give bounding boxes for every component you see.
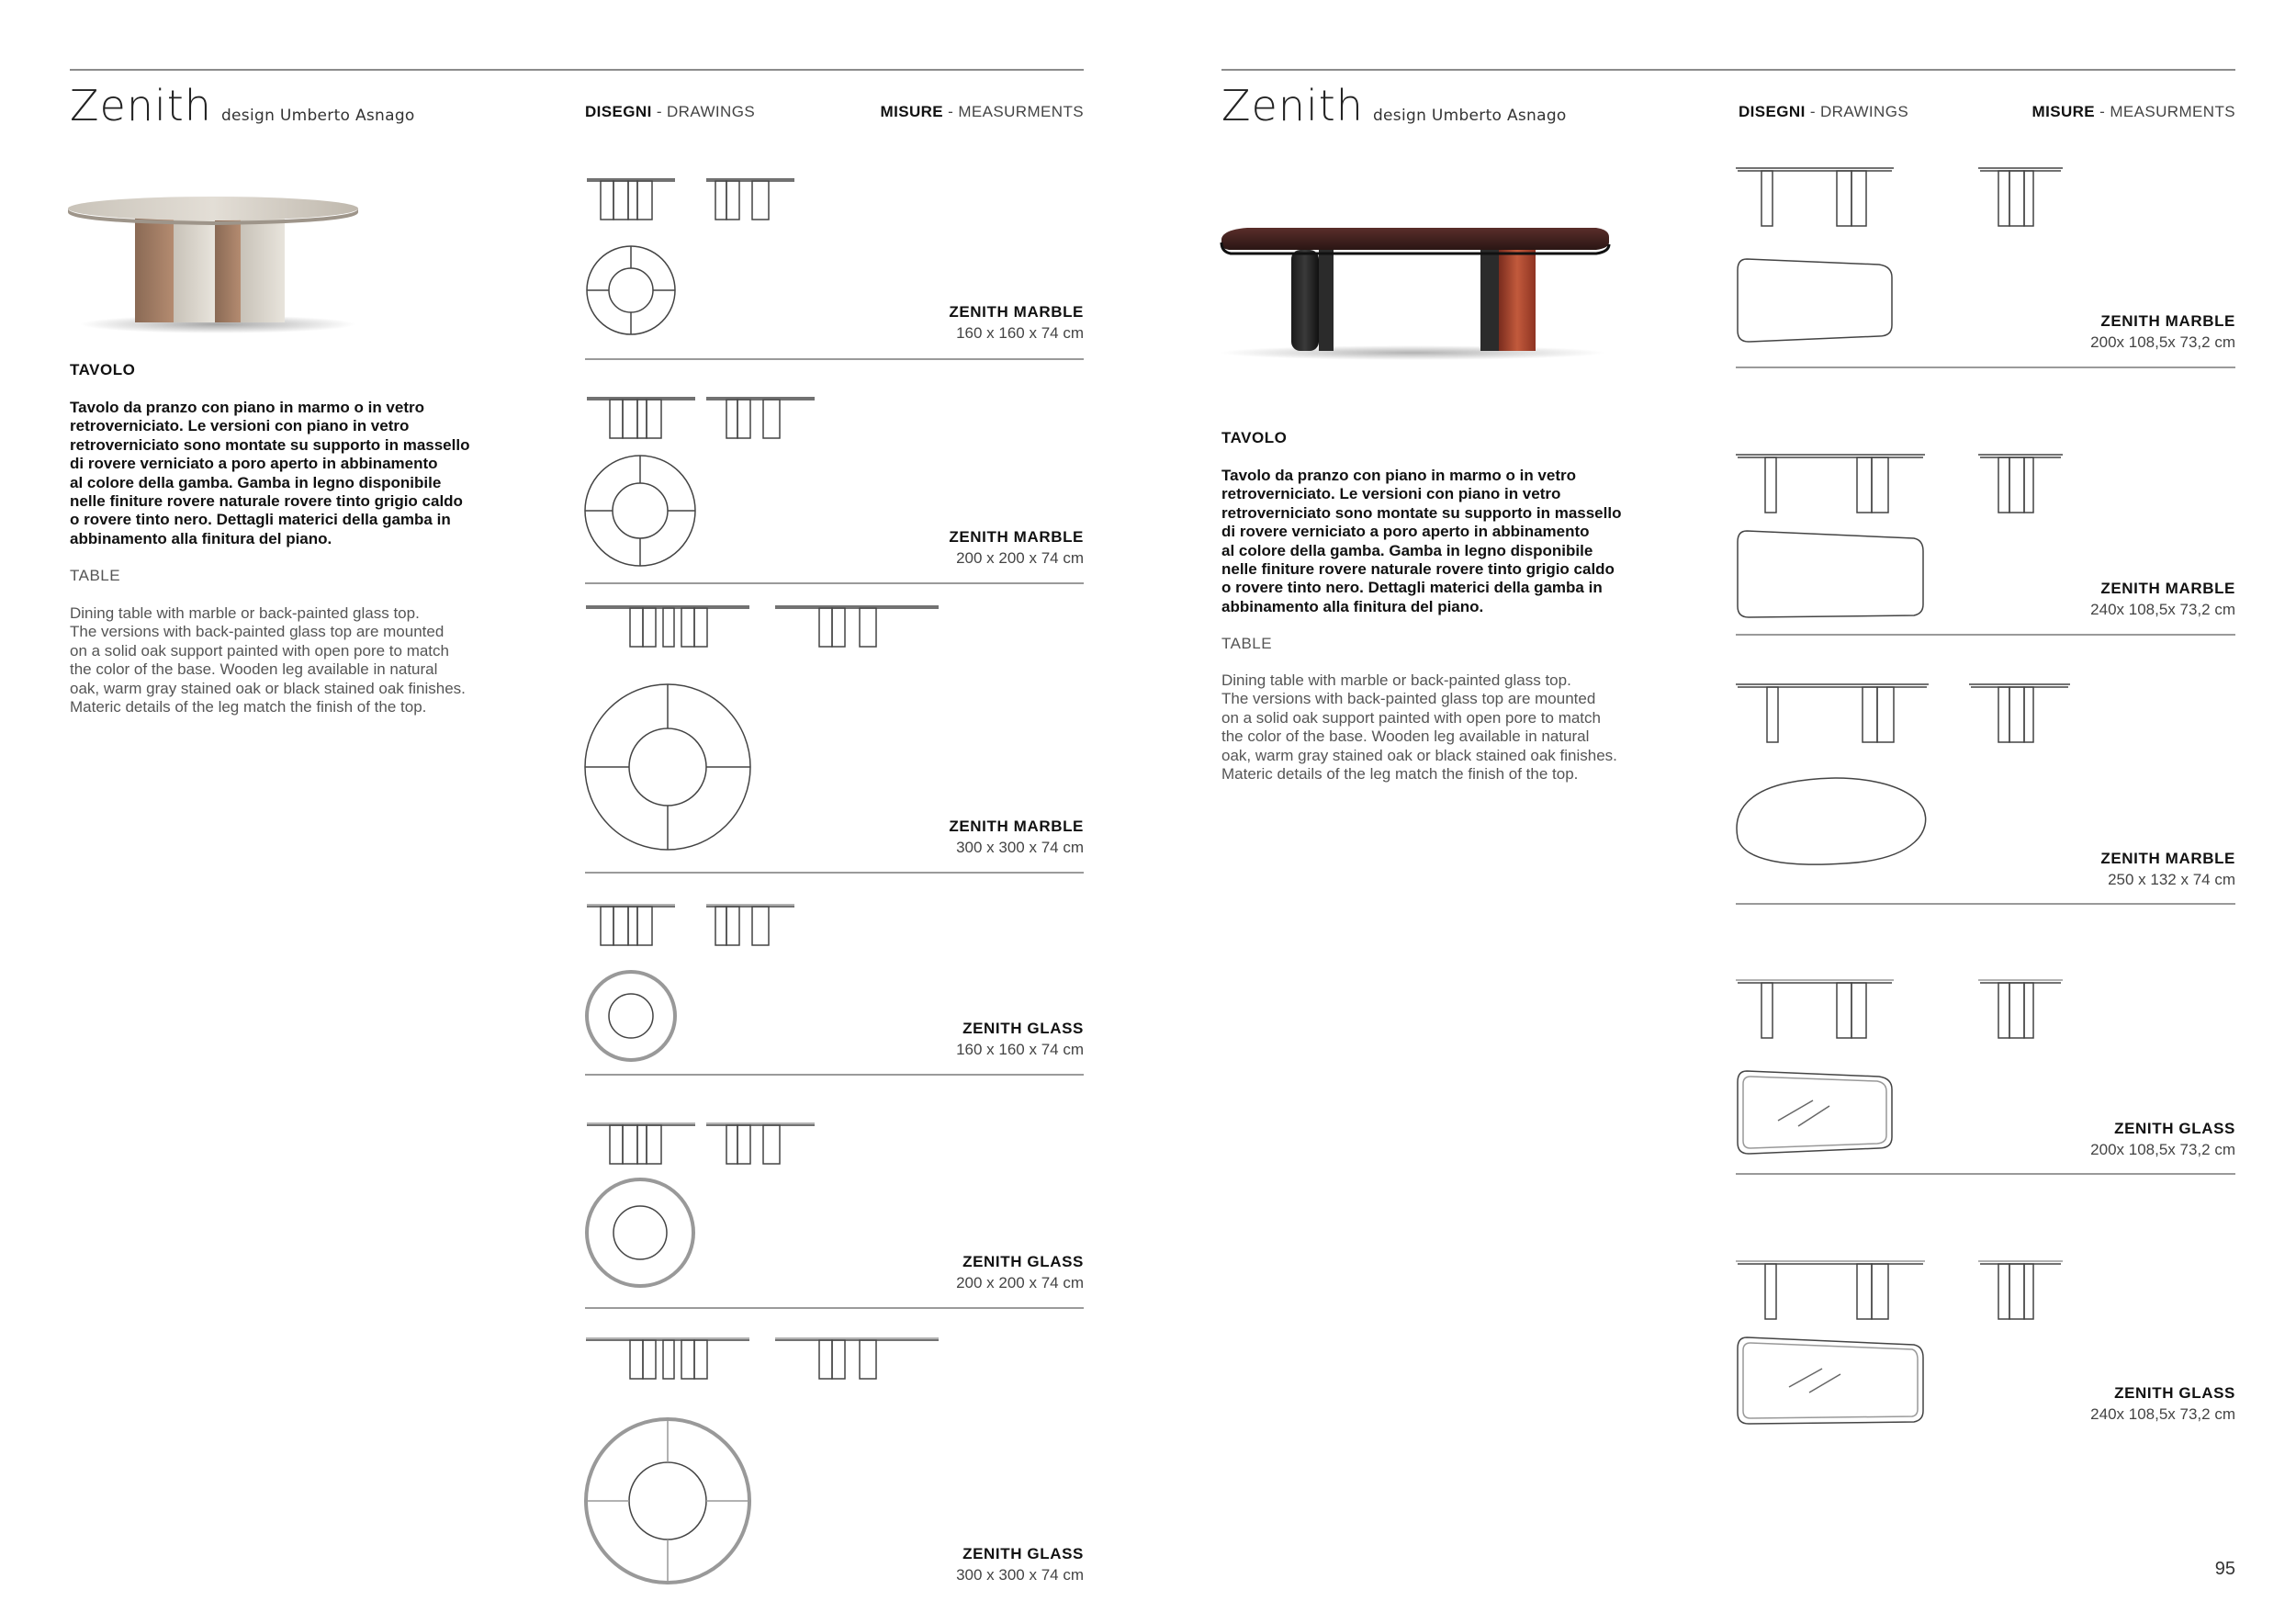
- right-description-en: Dining table with marble or back-painted glass top. The versions with back-painted glass top are mounted on a solid oak support painted with open pore to match the color of the base. Wooden leg available in natural oak, warm gray stained oak or black stained oak finishes. Materic details of the leg match the finish of the top.: [1221, 671, 1617, 784]
- left-top-rule: [70, 69, 1084, 71]
- right-top-rule: [1221, 69, 2235, 71]
- drawing-round-200-glass: [585, 1119, 824, 1303]
- right-description-it: Tavolo da pranzo con piano in marmo o in vetro retroverniciato. Le versioni con piano in vetro retroverniciato sono montate su supporto in massello di rovere verniciato a poro aperto in abbinamento al colore della gamba. Gamba in legno disponibile nelle finiture rovere naturale rovere tinto grigio caldo o rovere tinto nero. Dettagli materici della gamba in abbinamento alla finitura del piano.: [1221, 467, 1622, 615]
- left-divider-2: [585, 582, 1084, 584]
- left-section-en: TABLE: [70, 567, 121, 584]
- right-divider-1: [1736, 367, 2235, 368]
- drawing-round-200-marble: [585, 393, 824, 577]
- right-divider-4: [1736, 1173, 2235, 1175]
- right-product-label-2: ZENITH MARBLE 240x 108,5x 73,2 cm: [2090, 580, 2235, 618]
- right-designer: design Umberto Asnago: [1372, 107, 1567, 125]
- left-section-it: TAVOLO: [70, 361, 136, 378]
- right-product-label-3: ZENITH MARBLE 250 x 132 x 74 cm: [2100, 850, 2235, 888]
- right-divider-3: [1736, 903, 2235, 905]
- left-divider-5: [585, 1307, 1084, 1309]
- right-product-label-4: ZENITH GLASS 200x 108,5x 73,2 cm: [2090, 1120, 2235, 1158]
- right-product-label-1: ZENITH MARBLE 200x 108,5x 73,2 cm: [2090, 312, 2235, 351]
- drawing-organic-250-marble: [1734, 680, 2101, 891]
- left-divider-4: [585, 1074, 1084, 1076]
- rectangular-table-photo: [1210, 217, 1615, 364]
- right-section-en: TABLE: [1221, 635, 1273, 652]
- left-product-label-5: ZENITH GLASS 200 x 200 x 74 cm: [956, 1253, 1084, 1291]
- left-product-label-3: ZENITH MARBLE 300 x 300 x 74 cm: [949, 818, 1084, 856]
- drawing-rect-200-glass: [1734, 976, 2101, 1159]
- right-title-text: Zenith: [1221, 81, 1364, 130]
- drawing-round-160-marble: [585, 175, 805, 340]
- left-measures-heading: MISURE - MEASURMENTS: [880, 103, 1084, 120]
- left-product-label-6: ZENITH GLASS 300 x 300 x 74 cm: [956, 1545, 1084, 1584]
- left-divider-1: [585, 358, 1084, 360]
- left-divider-3: [585, 872, 1084, 874]
- left-title-text: Zenith: [70, 81, 212, 130]
- round-table-photo: [66, 188, 369, 335]
- right-page-title: [1221, 81, 1567, 130]
- left-designer: design Umberto Asnago: [220, 107, 415, 125]
- left-product-label-2: ZENITH MARBLE 200 x 200 x 74 cm: [949, 528, 1084, 567]
- drawing-rect-240-marble: [1734, 450, 2101, 625]
- right-product-label-5: ZENITH GLASS 240x 108,5x 73,2 cm: [2090, 1384, 2235, 1423]
- drawing-round-160-glass: [585, 900, 805, 1066]
- left-drawings-heading: DISEGNI - DRAWINGS: [585, 103, 756, 120]
- left-page-title: [70, 81, 415, 130]
- page-number: 95: [2214, 1559, 2235, 1579]
- right-measures-heading: MISURE - MEASURMENTS: [2032, 103, 2235, 120]
- right-drawings-heading: DISEGNI - DRAWINGS: [1739, 103, 1909, 120]
- right-section-it: TAVOLO: [1221, 429, 1288, 446]
- left-product-label-4: ZENITH GLASS 160 x 160 x 74 cm: [956, 1020, 1084, 1058]
- left-description-en: Dining table with marble or back-painted glass top. The versions with back-painted glass top are mounted on a solid oak support painted with open pore to match the color of the base. Wooden leg available in natural oak, warm gray stained oak or black stained oak finishes. Materic details of the leg match the finish of the top.: [70, 604, 466, 716]
- drawing-round-300-marble: [584, 602, 951, 854]
- drawing-rect-200-marble: [1734, 164, 2101, 347]
- left-description-it: Tavolo da pranzo con piano in marmo o in vetro retroverniciato. Le versioni con piano in vetro retroverniciato sono montate su supporto in massello di rovere verniciato a poro aperto in abbinamento al colore della gamba. Gamba in legno disponibile nelle finiture rovere naturale rovere tinto grigio caldo o rovere tinto nero. Dettagli materici della gamba in abbinamento alla finitura del piano.: [70, 399, 470, 547]
- drawing-round-300-glass: [584, 1334, 951, 1591]
- drawing-rect-240-glass: [1734, 1257, 2101, 1431]
- right-divider-2: [1736, 634, 2235, 636]
- left-product-label-1: ZENITH MARBLE 160 x 160 x 74 cm: [949, 303, 1084, 342]
